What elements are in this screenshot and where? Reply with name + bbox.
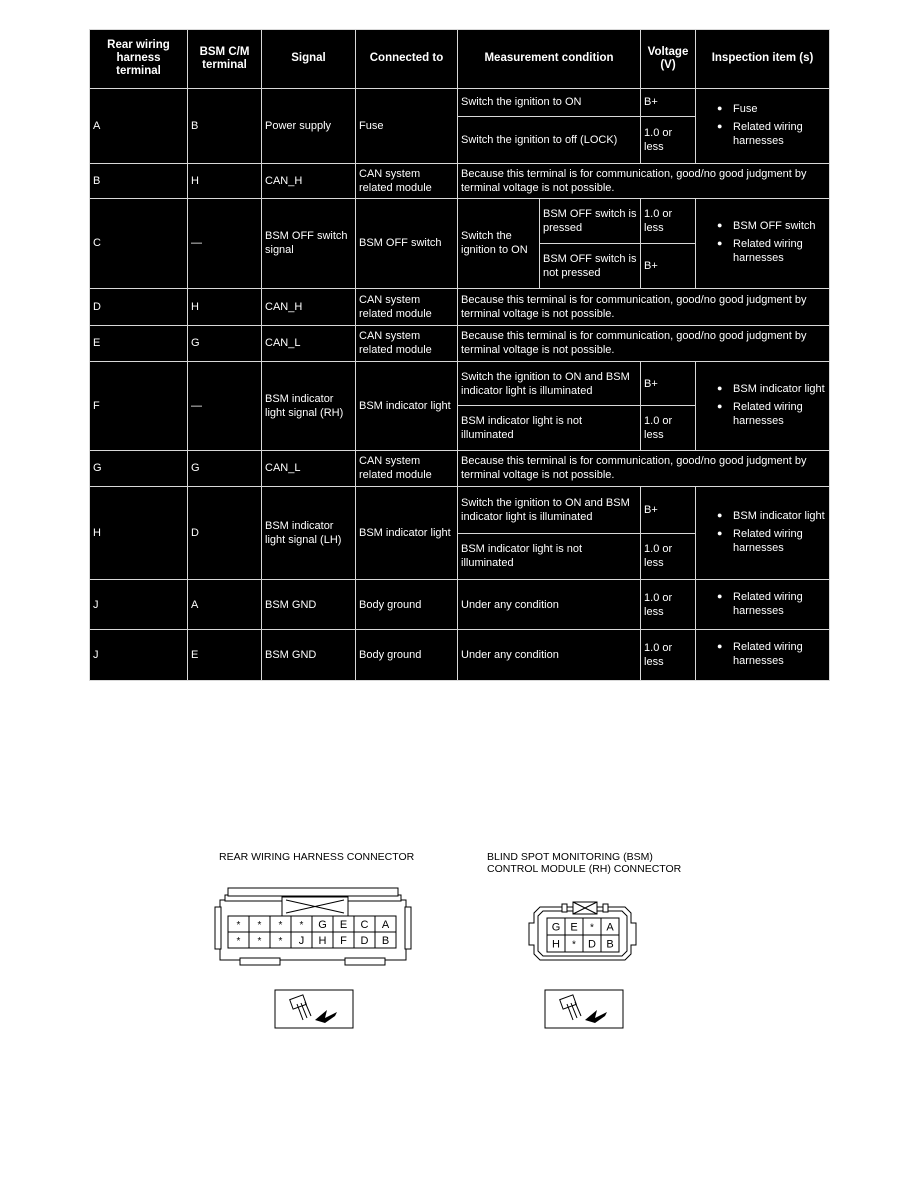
cell-rear-terminal: B bbox=[90, 164, 188, 198]
cell-connected-to: CAN system related module bbox=[356, 164, 458, 198]
cell-condition: Switch the ignition to off (LOCK) bbox=[458, 116, 641, 163]
inspection-item: ● BSM OFF switch bbox=[699, 219, 826, 233]
cell-rear-terminal: G bbox=[90, 450, 188, 486]
header-measurement-condition: Measurement condition bbox=[458, 30, 641, 89]
cell-condition: Switch the ignition to ON bbox=[458, 198, 540, 289]
bsm-connector-pins bbox=[547, 918, 619, 952]
cell-condition: Switch the ignition to ON bbox=[458, 88, 641, 116]
cell-signal: BSM GND bbox=[262, 579, 356, 629]
cell-bsm-terminal: H bbox=[188, 289, 262, 325]
cell-connected-to: CAN system related module bbox=[356, 325, 458, 361]
cell-rear-terminal: C bbox=[90, 198, 188, 289]
cell-communication-note: Because this terminal is for communication, good/no good judgment by terminal voltage is not possible. bbox=[458, 450, 830, 486]
cell-rear-terminal: F bbox=[90, 361, 188, 450]
cell-bsm-terminal: B bbox=[188, 88, 262, 164]
connector-pin-label: B bbox=[381, 935, 390, 947]
cell-connected-to: BSM indicator light bbox=[356, 361, 458, 450]
connector-pin-label: E bbox=[339, 919, 348, 931]
cell-voltage: 1.0 or less bbox=[641, 533, 696, 579]
cell-rear-terminal: J bbox=[90, 579, 188, 629]
connector-pin-label: B bbox=[606, 938, 614, 951]
inspection-item: ● Related wiring harnesses bbox=[699, 590, 826, 618]
cell-connected-to: BSM OFF switch bbox=[356, 198, 458, 289]
cell-signal: BSM OFF switch signal bbox=[262, 198, 356, 289]
inspection-item: ● Fuse bbox=[699, 102, 826, 116]
cell-bsm-terminal: H bbox=[188, 164, 262, 198]
cell-rear-terminal: A bbox=[90, 88, 188, 164]
connector-pin-label: * bbox=[572, 939, 576, 951]
cell-condition: Switch the ignition to ON and BSM indicator light is illuminated bbox=[458, 487, 641, 533]
connector-pin-label: F bbox=[340, 935, 347, 947]
cell-sub-condition: BSM OFF switch is not pressed bbox=[540, 243, 641, 288]
header-voltage: Voltage (V) bbox=[641, 30, 696, 89]
cell-signal: BSM GND bbox=[262, 630, 356, 681]
connector-pin-label: * bbox=[590, 922, 594, 934]
cell-bsm-terminal: G bbox=[188, 450, 262, 486]
connector-pin-label: * bbox=[278, 936, 283, 947]
cell-communication-note: Because this terminal is for communication, good/no good judgment by terminal voltage is not possible. bbox=[458, 325, 830, 361]
inspection-item: ● BSM indicator light bbox=[699, 382, 826, 396]
cell-rear-terminal: D bbox=[90, 289, 188, 325]
cell-voltage: B+ bbox=[641, 361, 696, 405]
cell-voltage: B+ bbox=[641, 243, 696, 288]
connector-pin-label: A bbox=[606, 921, 614, 934]
connector-pin-label: H bbox=[552, 938, 560, 951]
connector-pin-label: G bbox=[551, 921, 561, 934]
cell-voltage: 1.0 or less bbox=[641, 116, 696, 163]
header-connected-to: Connected to bbox=[356, 30, 458, 89]
cell-voltage: 1.0 or less bbox=[641, 198, 696, 243]
connector-pin-label: H bbox=[318, 935, 327, 947]
connector-pin-label: C bbox=[360, 919, 369, 931]
cell-voltage: 1.0 or less bbox=[641, 406, 696, 450]
cell-condition: Under any condition bbox=[458, 630, 641, 681]
cell-rear-terminal: J bbox=[90, 630, 188, 681]
inspection-item: ● Related wiring harnesses bbox=[699, 120, 826, 148]
inspection-item: ● Related wiring harnesses bbox=[699, 640, 826, 668]
cell-signal: CAN_H bbox=[262, 164, 356, 198]
cell-bsm-terminal: — bbox=[188, 198, 262, 289]
cell-connected-to: Body ground bbox=[356, 630, 458, 681]
cell-signal: CAN_L bbox=[262, 325, 356, 361]
cell-rear-terminal: E bbox=[90, 325, 188, 361]
cell-connected-to: BSM indicator light bbox=[356, 487, 458, 580]
cell-sub-condition: BSM OFF switch is pressed bbox=[540, 198, 641, 243]
cell-connected-to: CAN system related module bbox=[356, 289, 458, 325]
cell-communication-note: Because this terminal is for communication, good/no good judgment by terminal voltage is not possible. bbox=[458, 164, 830, 198]
cell-bsm-terminal: — bbox=[188, 361, 262, 450]
rear-connector-title: REAR WIRING HARNESS CONNECTOR bbox=[219, 851, 415, 863]
rear-connector-pins bbox=[228, 916, 396, 948]
cell-signal: Power supply bbox=[262, 88, 356, 164]
inspection-item: ● Related wiring harnesses bbox=[699, 400, 826, 428]
cell-signal: BSM indicator light signal (RH) bbox=[262, 361, 356, 450]
harness-side-view-icon bbox=[545, 990, 623, 1028]
cell-connected-to: CAN system related module bbox=[356, 450, 458, 486]
cell-condition: Under any condition bbox=[458, 579, 641, 629]
cell-bsm-terminal: A bbox=[188, 579, 262, 629]
cell-signal: BSM indicator light signal (LH) bbox=[262, 487, 356, 580]
bsm-connector-title-line2: CONTROL MODULE (RH) CONNECTOR bbox=[487, 863, 682, 875]
harness-side-view-icon bbox=[275, 990, 353, 1028]
connector-pin-label: * bbox=[236, 920, 241, 931]
cell-bsm-terminal: E bbox=[188, 630, 262, 681]
cell-signal: CAN_H bbox=[262, 289, 356, 325]
cell-rear-terminal: H bbox=[90, 487, 188, 580]
cell-communication-note: Because this terminal is for communication, good/no good judgment by terminal voltage is not possible. bbox=[458, 289, 830, 325]
cell-connected-to: Fuse bbox=[356, 88, 458, 164]
cell-condition: BSM indicator light is not illuminated bbox=[458, 406, 641, 450]
connector-pin-label: * bbox=[299, 920, 304, 931]
cell-voltage: B+ bbox=[641, 487, 696, 533]
cell-bsm-terminal: D bbox=[188, 487, 262, 580]
inspection-item: ● Related wiring harnesses bbox=[699, 527, 826, 555]
inspection-item: ● BSM indicator light bbox=[699, 509, 826, 523]
header-rear-terminal: Rear wiring harness terminal bbox=[90, 30, 188, 89]
connector-pin-label: * bbox=[257, 920, 262, 931]
cell-bsm-terminal: G bbox=[188, 325, 262, 361]
cell-signal: CAN_L bbox=[262, 450, 356, 486]
inspection-item: ● Related wiring harnesses bbox=[699, 237, 826, 265]
cell-voltage: 1.0 or less bbox=[641, 630, 696, 681]
cell-voltage: 1.0 or less bbox=[641, 579, 696, 629]
connector-pin-label: D bbox=[360, 935, 369, 947]
connector-pin-label: D bbox=[588, 938, 596, 951]
connector-pin-label: * bbox=[236, 936, 241, 947]
connector-pin-label: J bbox=[298, 935, 305, 947]
cell-condition: Switch the ignition to ON and BSM indicator light is illuminated bbox=[458, 361, 641, 405]
cell-connected-to: Body ground bbox=[356, 579, 458, 629]
connector-pin-label: E bbox=[570, 921, 578, 934]
bsm-connector-title-line1: BLIND SPOT MONITORING (BSM) bbox=[487, 851, 653, 863]
connector-pin-label: * bbox=[257, 936, 262, 947]
connector-pin-label: A bbox=[381, 919, 390, 931]
cell-condition: BSM indicator light is not illuminated bbox=[458, 533, 641, 579]
header-inspection-items: Inspection item (s) bbox=[696, 30, 830, 89]
header-signal: Signal bbox=[262, 30, 356, 89]
connector-pin-label: * bbox=[278, 920, 283, 931]
header-bsm-terminal: BSM C/M terminal bbox=[188, 30, 262, 89]
cell-voltage: B+ bbox=[641, 88, 696, 116]
connector-pin-label: G bbox=[318, 919, 327, 931]
